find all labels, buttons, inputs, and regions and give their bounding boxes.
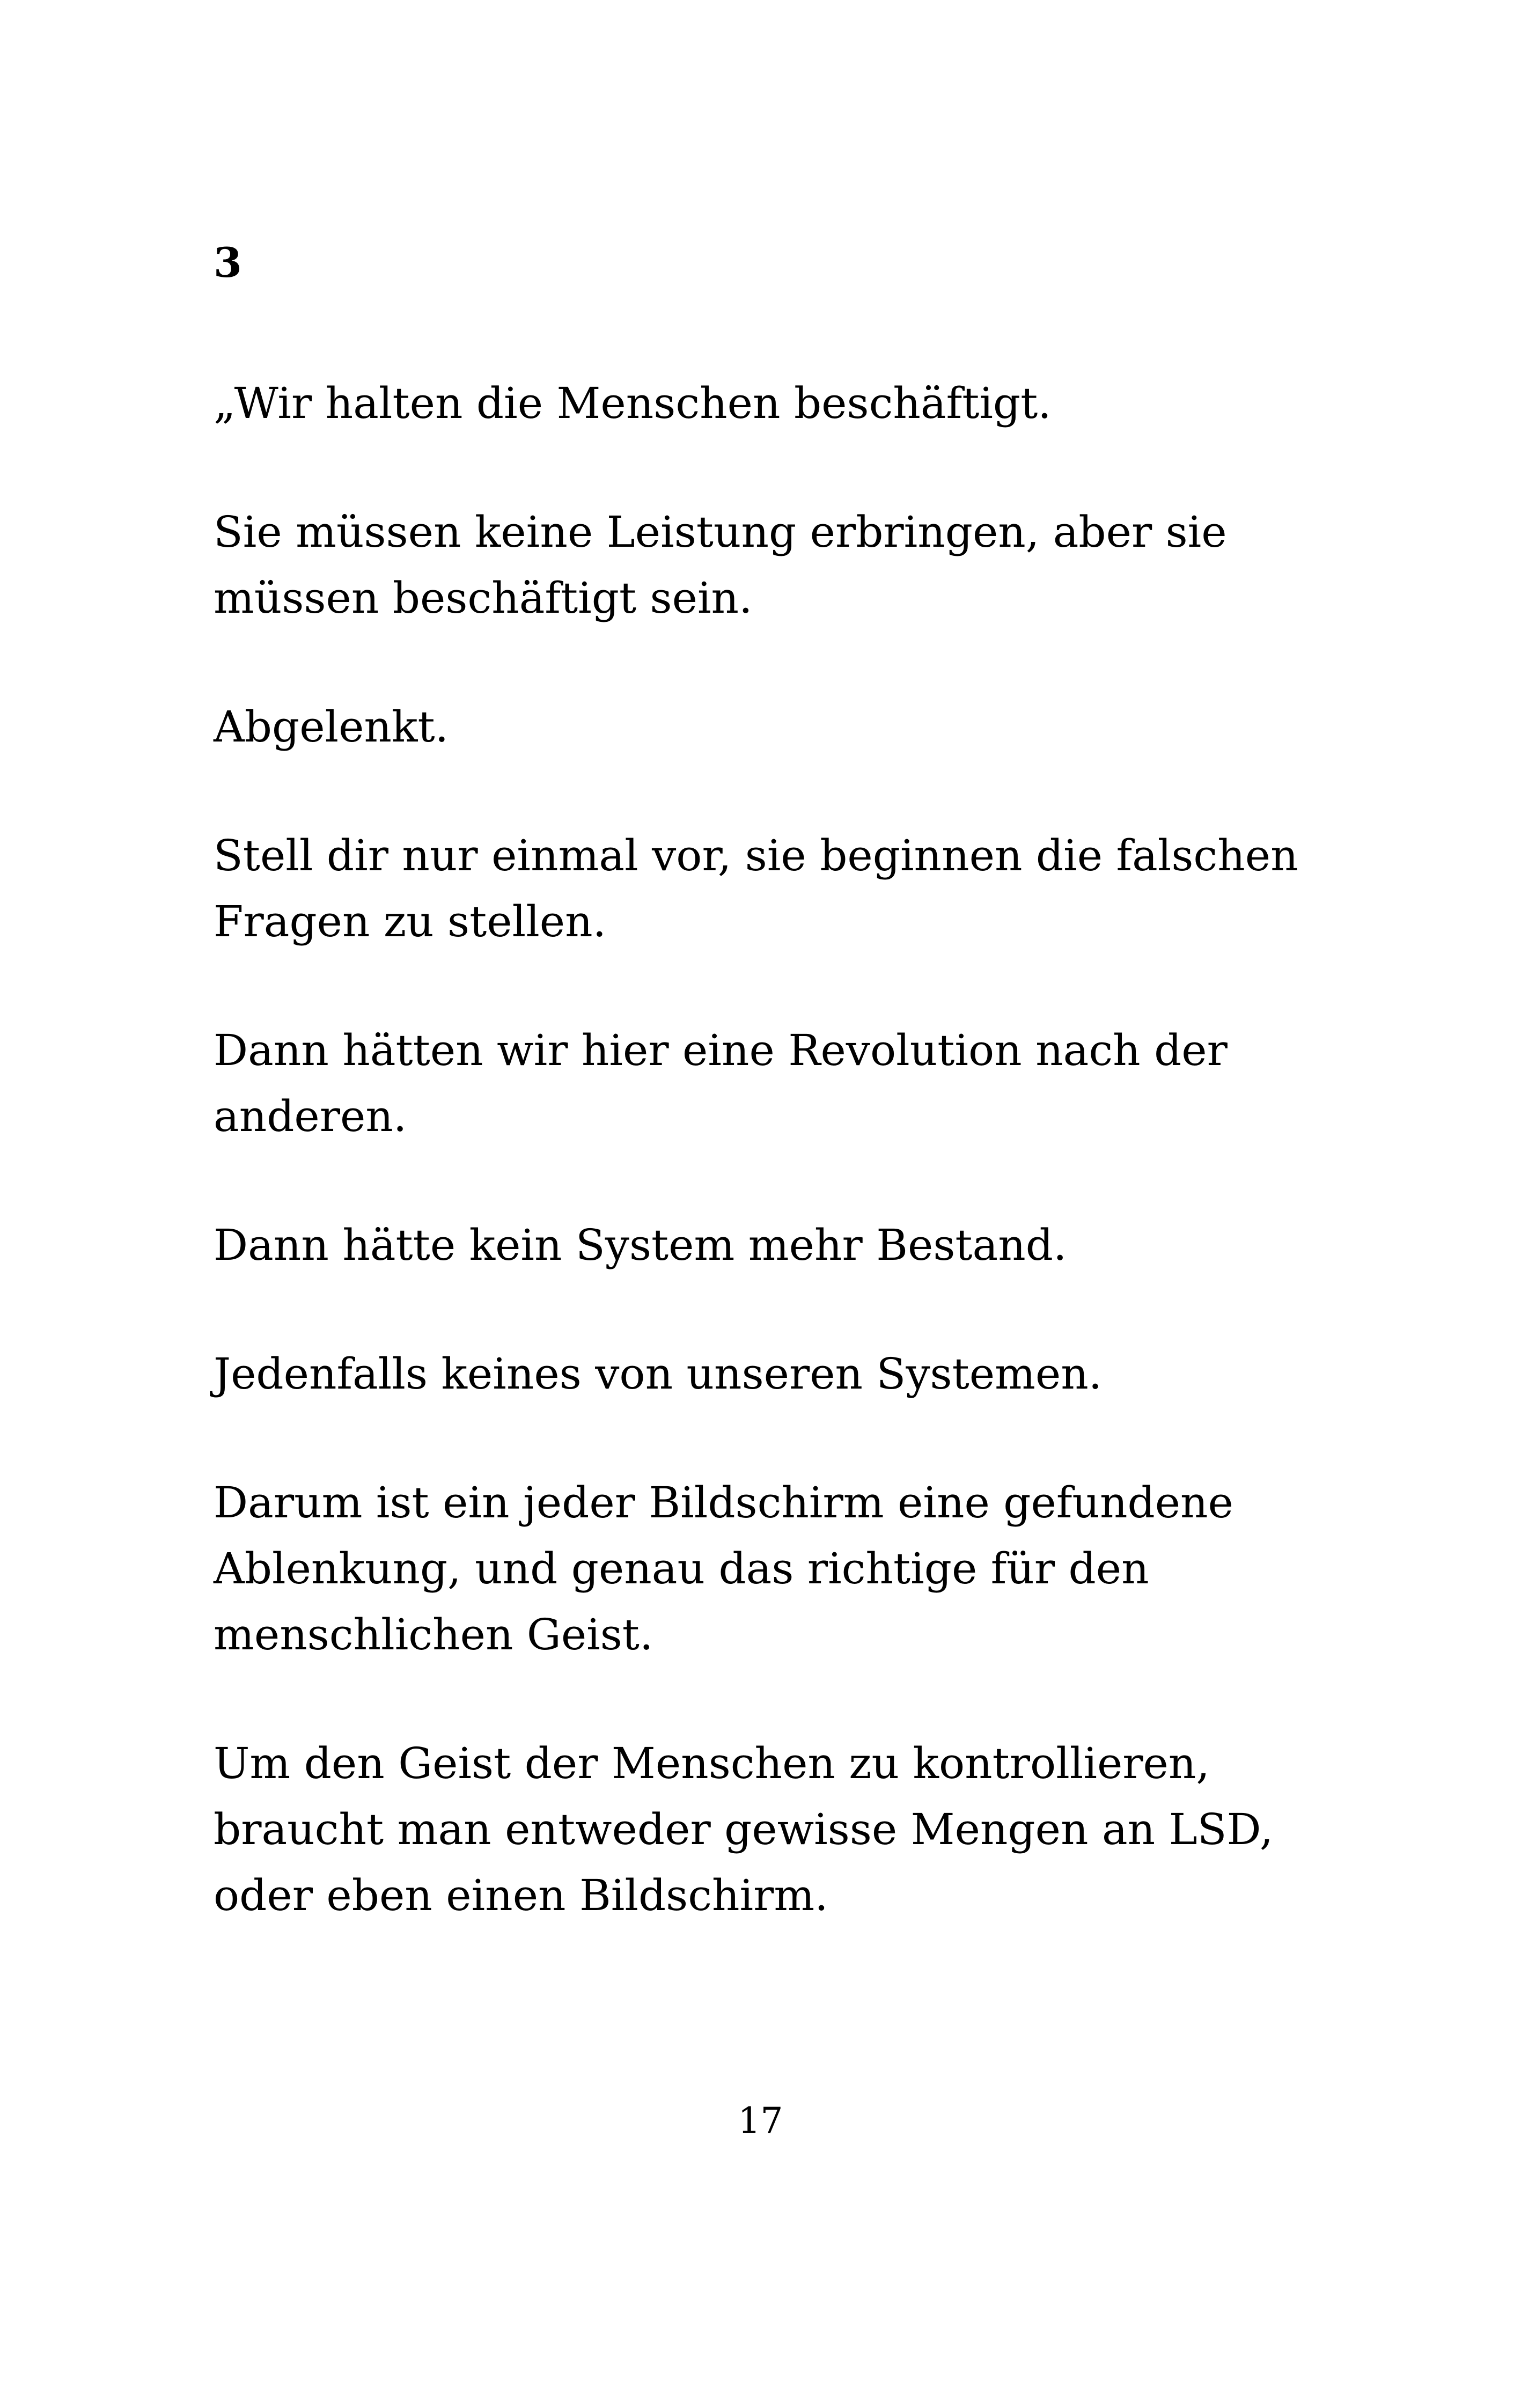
paragraph: „Wir halten die Menschen beschäftigt. [214, 378, 1052, 428]
paragraph: Darum ist ein jeder Bildschirm eine gefundene Ablenkung, und genau das richtige für den menschlichen Geist. [214, 1478, 1233, 1660]
paragraph: Dann hätte kein System mehr Bestand. [214, 1220, 1067, 1270]
body-text [214, 370, 1329, 1928]
paragraph: Dann hätten wir hier eine Revolution nach der anderen. [214, 1025, 1228, 1141]
paragraph: Sie müssen keine Leistung erbringen, aber sie müssen beschäftigt sein. [214, 507, 1227, 623]
chapter-number: 3 [214, 239, 242, 287]
page-number: 17 [738, 2100, 783, 2141]
paragraph: Jedenfalls keines von unseren Systemen. [214, 1349, 1103, 1399]
paragraph: Abgelenkt. [214, 702, 449, 752]
paragraph: Stell dir nur einmal vor, sie beginnen die falschen Fragen zu stellen. [214, 831, 1298, 946]
paragraph: Um den Geist der Menschen zu kontrollieren, braucht man entweder gewisse Mengen an LSD, oder eben einen Bildschirm. [214, 1738, 1274, 1920]
